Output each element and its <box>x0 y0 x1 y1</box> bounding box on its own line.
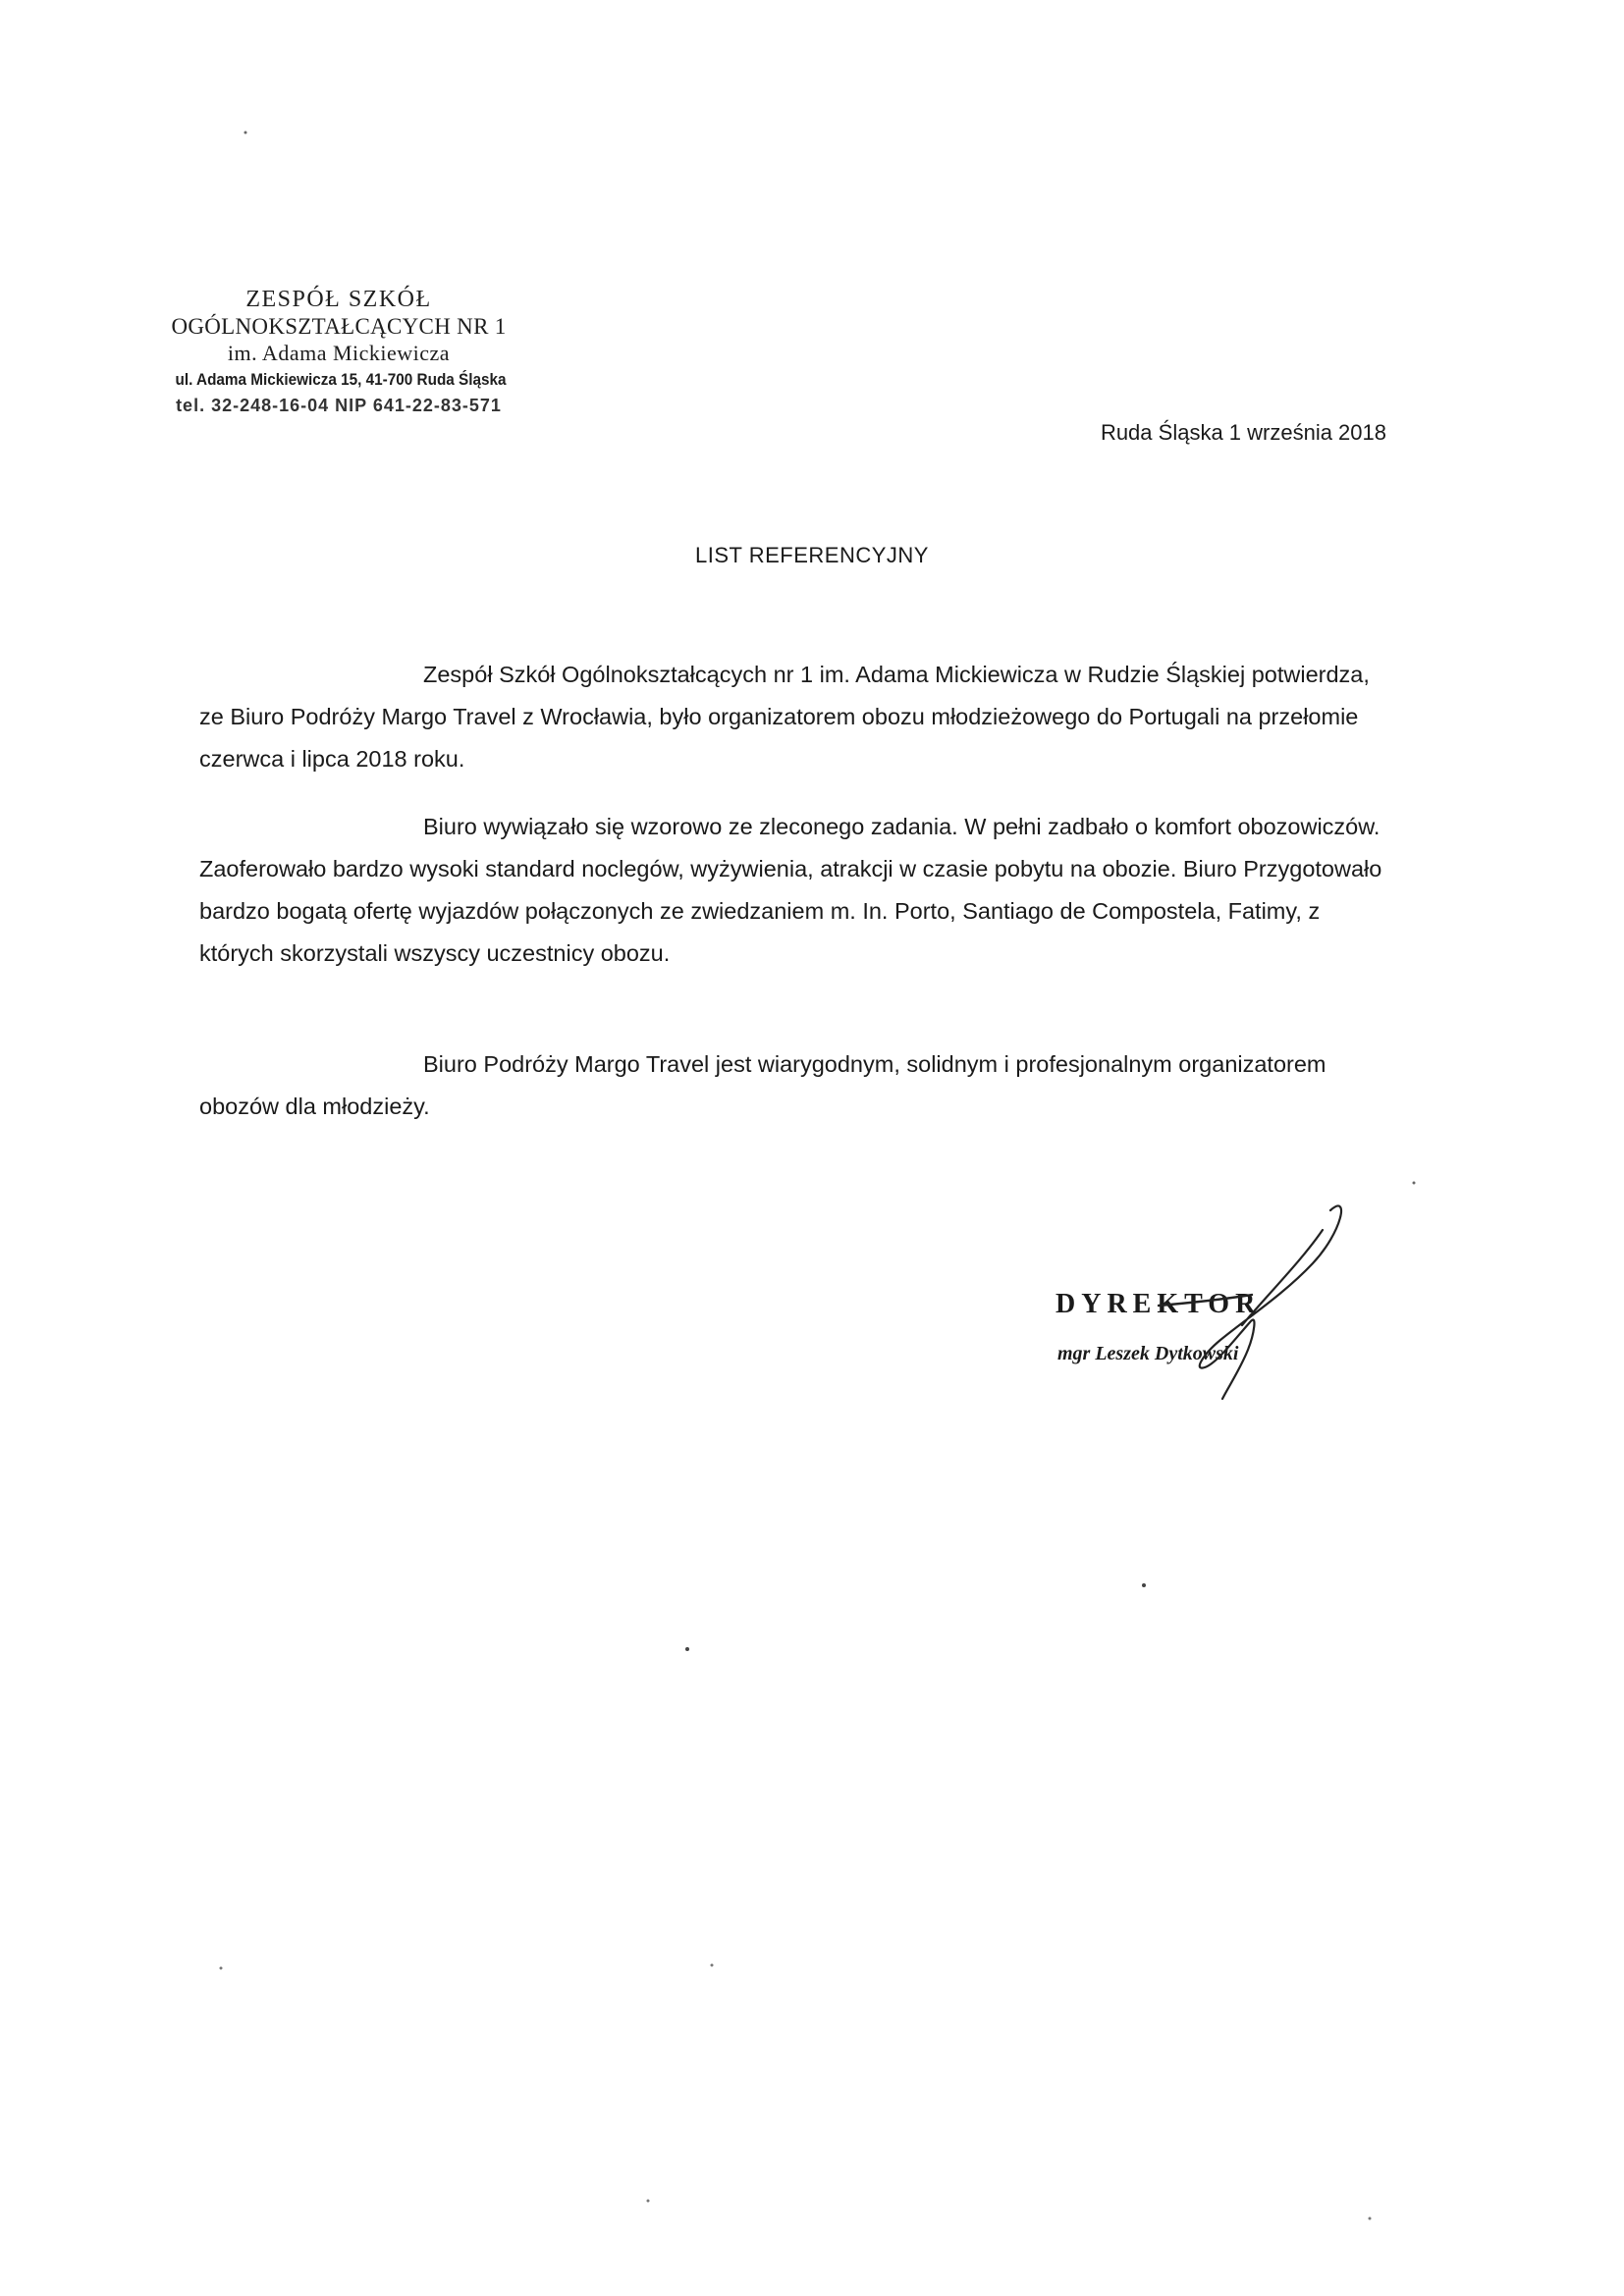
school-stamp <box>157 287 520 419</box>
paragraph-recommendation: Biuro Podróży Margo Travel jest wiarygodnym, solidnym i profesjonalnym organizatorem obozów dla młodzieży. <box>199 1051 1326 1119</box>
letter-body <box>199 654 1392 1153</box>
signature-title: DYREKTOR <box>1056 1289 1262 1319</box>
stamp-line-phone-nip: tel. 32-248-16-04 NIP 641-22-83-571 <box>176 396 502 415</box>
stamp-line-school-name: ZESPÓŁ SZKÓŁ <box>245 287 432 312</box>
paragraph-confirmation: Zespół Szkół Ogólnokształcących nr 1 im. Adama Mickiewicza w Rudzie Śląskiej potwierdza, ze Biuro Podróży Margo Travel z Wrocławia, było organizatorem obozu młodzieżowego do Portugali na przełomie czerwca i lipca 2018 roku. <box>199 662 1370 772</box>
stamp-line-address: ul. Adama Mickiewicza 15, 41-700 Ruda Śląska <box>175 370 507 389</box>
handwritten-signature-icon <box>1056 1193 1380 1428</box>
stamp-line-school-type: OGÓLNOKSZTAŁCĄCYCH NR 1 <box>171 314 507 339</box>
paragraph-evaluation: Biuro wywiązało się wzorowo ze zleconego zadania. W pełni zadbało o komfort obozowiczów. Zaoferowało bardzo wysoki standard noclegów, wyżywienia, atrakcji w czasie pobytu na obozie. Biuro Przygotowało bardzo bogatą ofertę wyjazdów połączonych ze zwiedzaniem m. In. Porto, Santiago de Compostela, Fatimy, z których skorzystali wszyscy uczestnicy obozu. <box>199 814 1382 966</box>
document-title: LIST REFERENCYJNY <box>695 543 929 567</box>
stamp-line-patron: im. Adama Mickiewicza <box>227 341 451 365</box>
place-and-date: Ruda Śląska 1 września 2018 <box>1100 420 1386 445</box>
signature-block <box>1056 1193 1380 1428</box>
signature-name: mgr Leszek Dytkowski <box>1057 1343 1239 1364</box>
